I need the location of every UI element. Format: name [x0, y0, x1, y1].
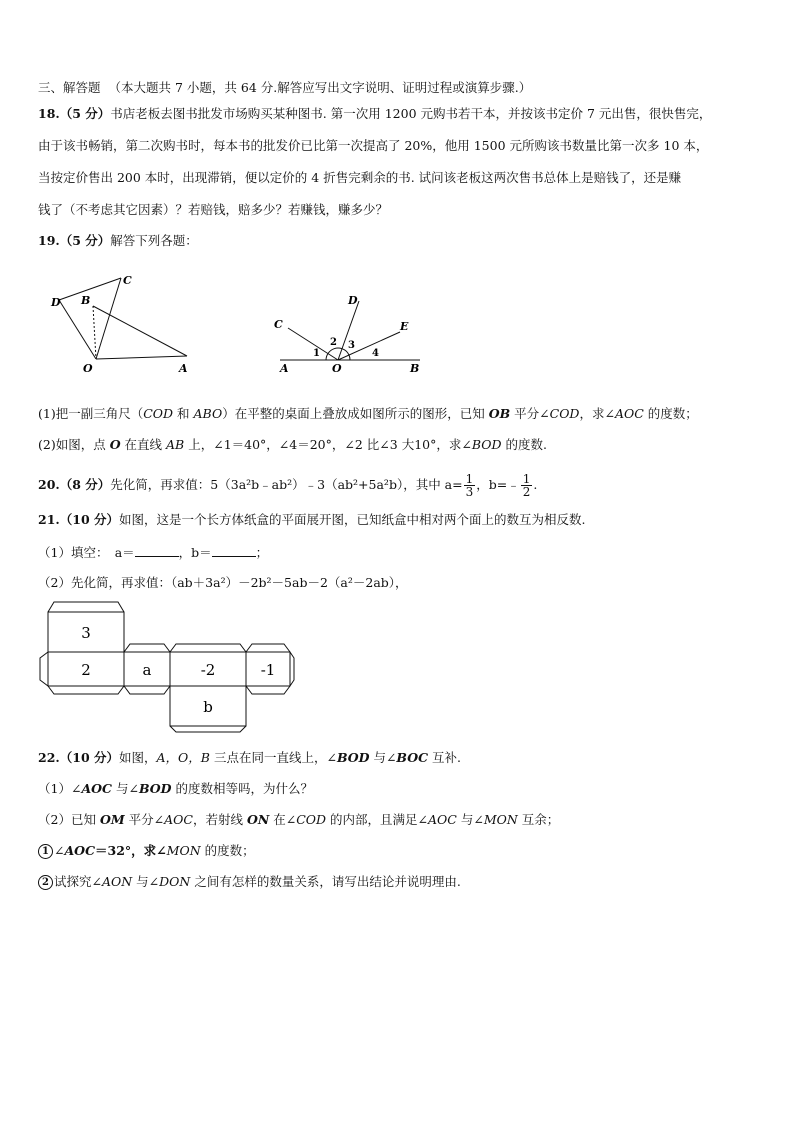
q19-p1-g: 平分∠: [510, 406, 550, 421]
q22-c1-c: ＝32°，求∠: [95, 843, 167, 858]
q22-p2-cod: COD: [296, 812, 327, 827]
q21-line: [38, 512, 764, 528]
fig1-label-b: B: [81, 294, 91, 307]
q22-p1-e: 的度数相等吗，为什么？: [171, 781, 313, 796]
q22-number: 22.（10 分）: [38, 750, 119, 765]
q20-text: 先化简，再求值：5（3a²b﹣ab²）﹣3（ab²+5a²b），其中 a=: [110, 477, 463, 492]
fig2-label-e: E: [400, 320, 409, 333]
q21-p1-a: （1）填空： a＝: [38, 545, 135, 560]
q18-line-4: 钱了（不考虑其它因素）？若赔钱，赔多少？若赚钱，赚多少？: [38, 202, 389, 217]
q22-l1-g: 互补.: [428, 750, 462, 765]
q22-c2-don: DON: [159, 874, 191, 889]
q20-fraction-a: [464, 473, 476, 498]
fig2-label-o: O: [332, 362, 342, 375]
q19-p1-aoc: AOC: [614, 406, 644, 421]
fig1-label-d: D: [51, 296, 61, 309]
q20-b-den: 2: [522, 485, 531, 499]
q19-p1-ob: OB: [488, 406, 511, 421]
q22-c1-mon: MON: [166, 843, 201, 858]
q20-b-num: 1: [522, 472, 531, 486]
q18-line-3: 当按定价售出 200 本时，出现滞销，便以定价的 4 折售完剩余的书. 试问该老板这两次售书总体上是赔钱了，还是赚: [38, 170, 682, 185]
section-title: 三、解答题: [38, 80, 101, 95]
q21-p1-c: ；: [255, 545, 269, 560]
q21-box-net: [36, 598, 298, 736]
q22-p2-i: 的内部，且满足∠: [326, 812, 429, 827]
q22-c1-a: ∠: [54, 843, 65, 858]
q18-text-1: 书店老板去图书批发市场购买某种图书. 第一次用 1200 元购书若干本，并按该书定价 7 元出售，很快售完，: [110, 106, 712, 121]
q22-l1-a: 如图，: [119, 750, 157, 765]
q21-number: 21.（10 分）: [38, 512, 119, 527]
q22-c1-aoc: AOC: [64, 843, 96, 858]
q22-l1-boc: BOC: [396, 750, 429, 765]
q22-c2-e: 之间有怎样的数量关系，请写出结论并说明理由.: [190, 874, 461, 889]
fig2-label-a: A: [280, 362, 289, 375]
q22-c1-e: 的度数；: [200, 843, 255, 858]
answer-blank-b[interactable]: [212, 544, 256, 557]
fig2-label-c: C: [274, 318, 283, 331]
q19-p1-cod: COD: [143, 406, 174, 421]
q20-a-den: 3: [465, 485, 474, 499]
q20-a-num: 1: [465, 472, 474, 486]
q19-p2-a: (2)如图，点: [38, 437, 110, 452]
q19-p2-bod: BOD: [471, 437, 502, 452]
q19-p1-cod2: COD: [549, 406, 580, 421]
section-note: （本大题共 7 小题，共 64 分.解答应写出文字说明、证明过程或演算步骤.）: [108, 80, 532, 95]
net-face-neg2: -2: [200, 661, 216, 679]
q22-part-2: [38, 812, 764, 828]
answer-blank-a[interactable]: [135, 544, 179, 557]
q21-text: 如图，这是一个长方体纸盒的平面展开图，已知纸盒中相对两个面上的数互为相反数.: [119, 512, 586, 527]
q22-p1-aoc: AOC: [81, 781, 112, 796]
fig1-label-c: C: [123, 274, 132, 287]
q19-p1-i: ，求∠: [579, 406, 615, 421]
q20-number: 20.（8 分）: [38, 477, 111, 492]
q22-l1-bod: BOD: [336, 750, 370, 765]
q22-p2-aoc2: AOC: [428, 812, 457, 827]
net-face-b: b: [203, 698, 213, 716]
q19-p1-a: (1)把一副三角尺（: [38, 406, 144, 421]
q21-part-2: （2）先化简，再求值：（ab＋3a²）－2b²－5ab－2（a²－2ab），: [38, 575, 408, 590]
q19-p2-ab: AB: [166, 437, 185, 452]
fig2-angle-1: 1: [313, 348, 320, 359]
q18-line-1: [38, 106, 764, 122]
fig2-angle-2: 2: [330, 337, 337, 348]
q22-p2-mon: MON: [483, 812, 518, 827]
net-face-neg1: -1: [260, 661, 276, 679]
fig1-label-o: O: [83, 362, 93, 375]
q22-p2-c: 平分∠: [124, 812, 165, 827]
q18-number: 18.（5 分）: [38, 106, 111, 121]
q19-p2-o: O: [109, 437, 121, 452]
q22-p2-a: （2）已知: [38, 812, 100, 827]
fig2-angle-4: 4: [372, 348, 379, 359]
q19-number: 19.（5 分）: [38, 233, 111, 248]
net-face-2: 2: [81, 661, 91, 679]
q19-part-2: [38, 437, 764, 453]
q22-l1-aob: A，O，B: [156, 750, 210, 765]
fig1-label-a: A: [179, 362, 188, 375]
q22-subpart-1: [38, 843, 764, 859]
q21-p1-b: ，b＝: [178, 545, 212, 560]
q19-line: [38, 233, 764, 249]
q22-p2-aoc: AOC: [164, 812, 193, 827]
q19-p2-g: 的度数.: [501, 437, 547, 452]
q22-p2-e: ，若射线: [192, 812, 247, 827]
q22-p1-a: （1）∠: [38, 781, 82, 796]
q22-line: [38, 750, 764, 766]
section-header: [38, 80, 764, 96]
q22-p2-om: OM: [99, 812, 125, 827]
question-20: [38, 472, 764, 498]
q19-p2-e: 上，∠1＝40°，∠4＝20°，∠2 比∠3 大10°，求∠: [184, 437, 472, 452]
fig2-angle-3: 3: [348, 340, 355, 351]
q20-fraction-b: [521, 473, 533, 498]
q19-p1-c: 和: [173, 406, 194, 421]
q22-p1-c: 与∠: [111, 781, 139, 796]
q22-part-1: [38, 781, 764, 797]
q19-p1-k: 的度数；: [643, 406, 698, 421]
q19-text: 解答下列各题：: [110, 233, 198, 248]
fig2-label-d: D: [348, 294, 358, 307]
circled-number-1: 1: [38, 844, 53, 859]
fig2-label-b: B: [410, 362, 420, 375]
q22-l1-e: 与∠: [369, 750, 397, 765]
q19-p1-e: ）在平整的桌面上叠放成如图所示的图形，已知: [222, 406, 489, 421]
q22-p2-k: 与∠: [456, 812, 484, 827]
q20-mid: ，b=﹣: [476, 477, 520, 492]
q20-end: .: [533, 477, 538, 492]
q22-p2-on: ON: [246, 812, 270, 827]
q21-part-1: [38, 544, 764, 561]
q22-c2-c: 与∠: [132, 874, 160, 889]
q22-subpart-2: [38, 874, 764, 890]
net-face-3: 3: [81, 624, 91, 642]
circled-number-2: 2: [38, 875, 53, 890]
q22-l1-c: 三点在同一直线上，∠: [209, 750, 337, 765]
q18-line-2: 由于该书畅销，第二次购书时，每本书的批发价已比第一次提高了 20%，他用 1500 元所购该书数量比第一次多 10 本，: [38, 138, 709, 153]
q19-figure-triangles: [45, 268, 205, 378]
q22-p2-m: 互余；: [517, 812, 560, 827]
q19-figure-angles: [268, 286, 428, 376]
q19-p1-abo: ABO: [193, 406, 223, 421]
q22-p1-bod: BOD: [138, 781, 172, 796]
q22-c2-aon: AON: [101, 874, 133, 889]
net-face-a: a: [142, 661, 152, 679]
q22-p2-g: 在∠: [269, 812, 297, 827]
q19-p2-c: 在直线: [120, 437, 167, 452]
q22-c2-a: 试探究∠: [54, 874, 102, 889]
q19-part-1: [38, 406, 764, 422]
